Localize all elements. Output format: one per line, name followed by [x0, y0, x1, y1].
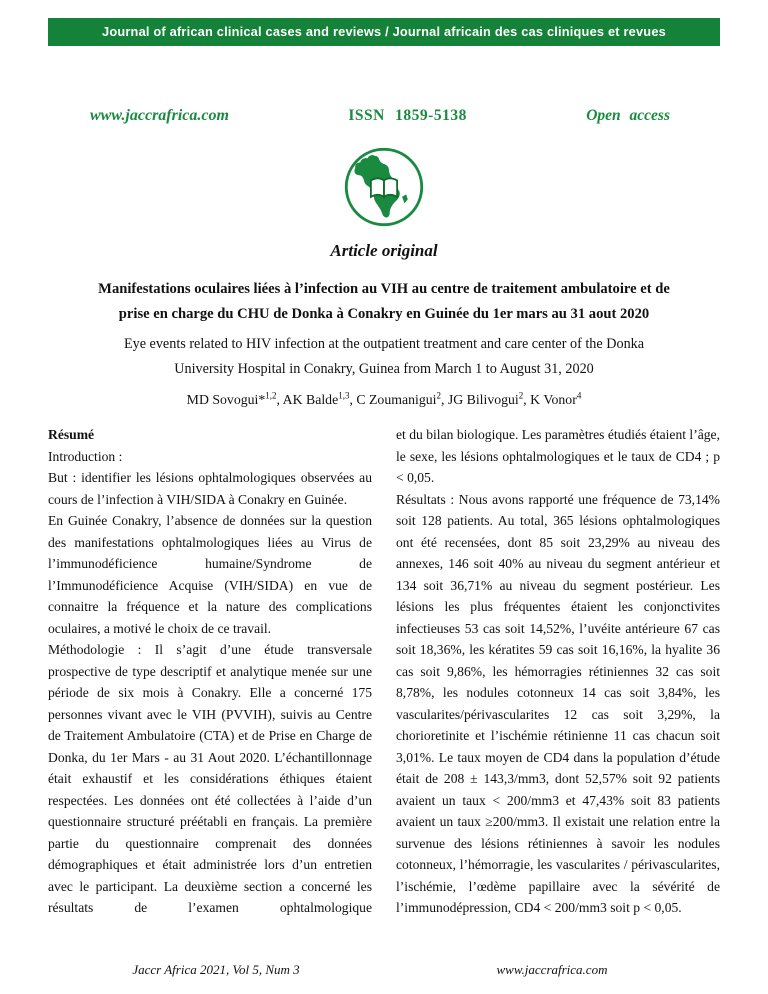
article-type-label: Article original: [330, 241, 438, 260]
page-footer: [48, 962, 720, 978]
author: [349, 392, 441, 407]
author: [523, 392, 581, 407]
author-name: , JG Bilivogui: [440, 391, 519, 407]
author-affiliation-sup: 4: [576, 390, 582, 400]
abstract-paragraph-continuation: et du bilan biologique. Les paramètres étudiés étaient l’âge, le sexe, les lésions ophtalmologiques et le taux de CD4 ; p < 0,05.: [396, 427, 720, 485]
author-affiliation-sup: 2: [518, 390, 524, 400]
abstract-heading: Résumé: [48, 427, 95, 442]
journal-website-link[interactable]: www.jaccrafrica.com: [90, 107, 229, 124]
article-title-en: Eye events related to HIV infection at the outpatient treatment and care center of the Donka University Hospital in Conakry, Guinea from March 1 to August 31, 2020: [123, 336, 645, 377]
journal-banner: [48, 18, 720, 46]
author: [277, 392, 350, 407]
author: [187, 392, 277, 407]
abstract-paragraph-introduction: Introduction :: [48, 448, 123, 464]
author-affiliation-sup: 1,2: [265, 390, 277, 400]
madagascar-icon: [402, 194, 408, 203]
journal-logo: [343, 146, 425, 228]
author-name: , K Vonor: [523, 391, 577, 407]
author-affiliation-sup: 1,3: [338, 390, 350, 400]
authors-line: [0, 390, 768, 408]
open-access-label: Open access: [586, 107, 670, 124]
author: [441, 392, 523, 407]
abstract-left-column: [48, 424, 372, 919]
author-name: MD Sovogui*: [186, 391, 266, 407]
article-title-fr: Manifestations oculaires liées à l’infection au VIH au centre de traitement ambulatoire et de prise en charge du CHU de Donka à Conakry en Guinée du 1er mars au 31 aout 2020: [98, 281, 670, 322]
author-name: , AK Balde: [276, 391, 339, 407]
abstract-paragraph-contexte: En Guinée Conakry, l’absence de données sur la question des manifestations ophtalmologiques liées au Virus de l’immunodéficience humaine/Syndrome de l’Immunodéficience Acquise (VIH/SIDA) en vue de connaitre la fréquence et la nature des complications oculaires, a motivé le choix de ce travail.: [48, 513, 372, 636]
journal-banner-title: Journal of african clinical cases and reviews / Journal africain des cas cliniques et revues: [102, 24, 666, 39]
journal-logo-svg: [343, 146, 425, 228]
abstract-paragraph-but: But : identifier les lésions ophtalmologiques observées au cours de l’infection à VIH/SIDA à Conakry en Guinée.: [48, 470, 372, 507]
abstract-paragraph-methodologie: Méthodologie : Il s’agit d’une étude transversale prospective de type descriptif et analytique menée sur une période de six mois à Conakry. Elle a concerné 175 personnes vivant avec le VIH (PVVIH), suivis au Centre de Traitement Ambulatoire (CTA) et de Prise en Charge de Donka, du 1er Mars - au 31 Aout 2020. L’échantillonnage était exhaustif et les considérations éthiques étaient respectées. Les données ont été collectées à l’aide d’un questionnaire structuré préétabli en français. La première partie du questionnaire comprenait des données démographiques et était administrée lors d’un entretien avec le participant. La deuxième section a concerné les résultats de l’examen ophtalmologique: [48, 642, 372, 915]
footer-website-link[interactable]: www.jaccrafrica.com: [496, 962, 608, 977]
abstract-columns: [48, 424, 720, 919]
abstract-paragraph-resultats: Résultats : Nous avons rapporté une fréquence de 73,14% soit 128 patients. Au total, 365 lésions ophtalmologiques ont été recensées, dont 85 soit 23,29% au niveau des annexes, 146 soit 40% au niveau du segment antérieur et 134 soit 36,71% au niveau du segment postérieur. Les lésions les plus fréquentes étaient les conjonctivites infectieuses 53 cas soit 14,52%, l’uvéite antérieure 67 cas soit 18,36%, les kératites 59 cas soit 16,16%, la hyalite 36 cas soit 9,86%, les hémorragies rétiniennes 32 cas soit 8,78%, les nodules cotonneux 14 cas soit 3,84%, les vascularites/périvascularites 12 cas soit 3,29%, la chorioretinite et l’ischémie rétinienne 11 cas chacun soit 3,01%. Le taux moyen de CD4 dans la population d’étude était de 208 ± 143,3/mm3, dont 52,57% soit 92 patients avaient un taux < 200/mm3 et 47,43% soit 83 patients avaient un taux ≥200/mm3. Il existait une relation entre la survenue des lésions rétiniennes à savoir les nodules cotonneux, l’hémorragie, les vascularites / périvascularites, l’ischémie, l’œdème papillaire avec la sévérité de l’immunodépression, CD4 < 200/mm3 soit p < 0,05.: [396, 491, 720, 915]
open-book-icon: [371, 178, 397, 196]
masthead: [90, 107, 670, 125]
author-affiliation-sup: 2: [436, 390, 441, 400]
author-name: , C Zoumanigui: [349, 391, 437, 407]
issn-number: ISSN 1859-5138: [348, 107, 467, 124]
abstract-right-column: [396, 424, 720, 919]
journal-citation: Jaccr Africa 2021, Vol 5, Num 3: [132, 962, 300, 977]
